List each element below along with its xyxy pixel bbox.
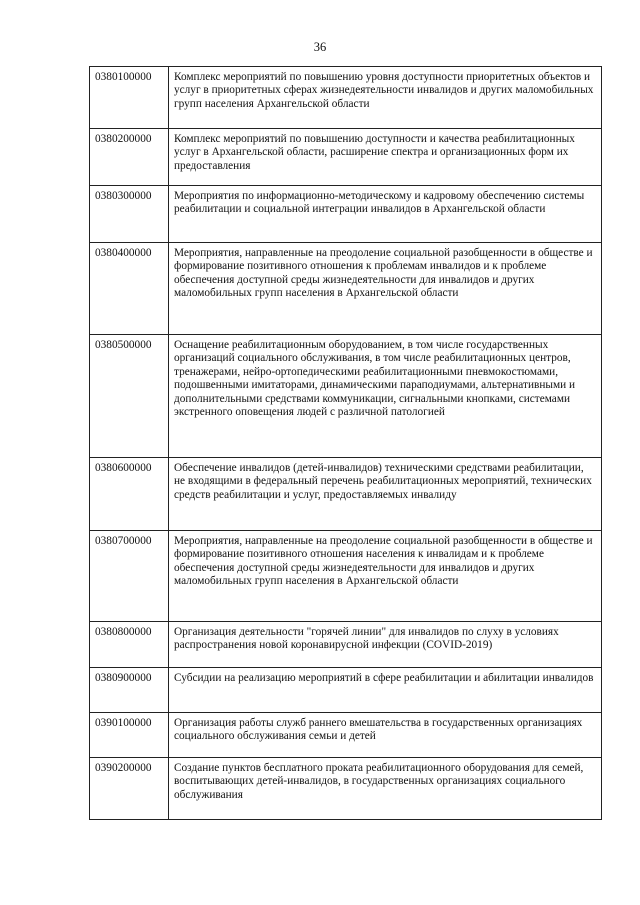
description-cell: Оснащение реабилитационным оборудованием, в том числе государственных организаций социального обслуживания, в том числе реабилитационных центров, тренажерами, нейро-ортопедическими реабилитационными пневмокостюмами, подошвенными имитаторами, динамическими параподиумами, альтернативными и дополнительными средствами коммуникации, сигнальными кнопками, системами экстренного оповещения людей с различной патологией [169, 335, 602, 458]
description-cell: Организация работы служб раннего вмешательства в государственных организациях социального обслуживания семьи и детей [169, 713, 602, 758]
description-cell: Организация деятельности "горячей линии" для инвалидов по слуху в условиях распространения новой коронавирусной инфекции (COVID-2019) [169, 622, 602, 668]
table-row [90, 713, 602, 758]
code-cell: 0390200000 [90, 758, 169, 820]
page-number: 36 [313, 40, 327, 54]
table-row [90, 622, 602, 668]
code-cell: 0380400000 [90, 243, 169, 335]
code-cell: 0390100000 [90, 713, 169, 758]
description-cell: Субсидии на реализацию мероприятий в сфере реабилитации и абилитации инвалидов [169, 668, 602, 713]
code-cell: 0380500000 [90, 335, 169, 458]
table-row [90, 129, 602, 186]
description-cell: Комплекс мероприятий по повышению доступности и качества реабилитационных услуг в Архангельской области, расширение спектра и организационных форм их предоставления [169, 129, 602, 186]
code-cell: 0380100000 [90, 67, 169, 129]
table-row [90, 668, 602, 713]
code-cell: 0380300000 [90, 186, 169, 243]
table-row [90, 67, 602, 129]
table-row [90, 335, 602, 458]
table-row [90, 458, 602, 531]
description-cell: Мероприятия по информационно-методическому и кадровому обеспечению системы реабилитации и социальной интеграции инвалидов в Архангельской области [169, 186, 602, 243]
description-cell: Создание пунктов бесплатного проката реабилитационного оборудования для семей, воспитывающих детей-инвалидов, в государственных организациях социального обслуживания [169, 758, 602, 820]
description-cell: Мероприятия, направленные на преодоление социальной разобщенности в обществе и формирование позитивного отношения к проблемам инвалидов и к проблеме обеспечения доступной среды жизнедеятельности для инвалидов и других маломобильных групп населения в Архангельской области [169, 243, 602, 335]
budget-code-table [89, 66, 602, 820]
description-cell: Обеспечение инвалидов (детей-инвалидов) техническими средствами реабилитации, не входящими в федеральный перечень реабилитационных мероприятий, технических средств реабилитации и услуг, предоставляемых инвалиду [169, 458, 602, 531]
description-cell: Комплекс мероприятий по повышению уровня доступности приоритетных объектов и услуг в приоритетных сферах жизнедеятельности инвалидов и других маломобильных групп населения Архангельской области [169, 67, 602, 129]
table-row [90, 243, 602, 335]
code-cell: 0380900000 [90, 668, 169, 713]
code-cell: 0380200000 [90, 129, 169, 186]
description-cell: Мероприятия, направленные на преодоление социальной разобщенности в обществе и формирование позитивного отношения населения к инвалидам и к проблеме обеспечения доступной среды жизнедеятельности для инвалидов и других маломобильных групп населения в Архангельской области [169, 531, 602, 622]
table-row [90, 186, 602, 243]
code-cell: 0380600000 [90, 458, 169, 531]
table-row [90, 758, 602, 820]
code-cell: 0380800000 [90, 622, 169, 668]
table-row [90, 531, 602, 622]
code-cell: 0380700000 [90, 531, 169, 622]
